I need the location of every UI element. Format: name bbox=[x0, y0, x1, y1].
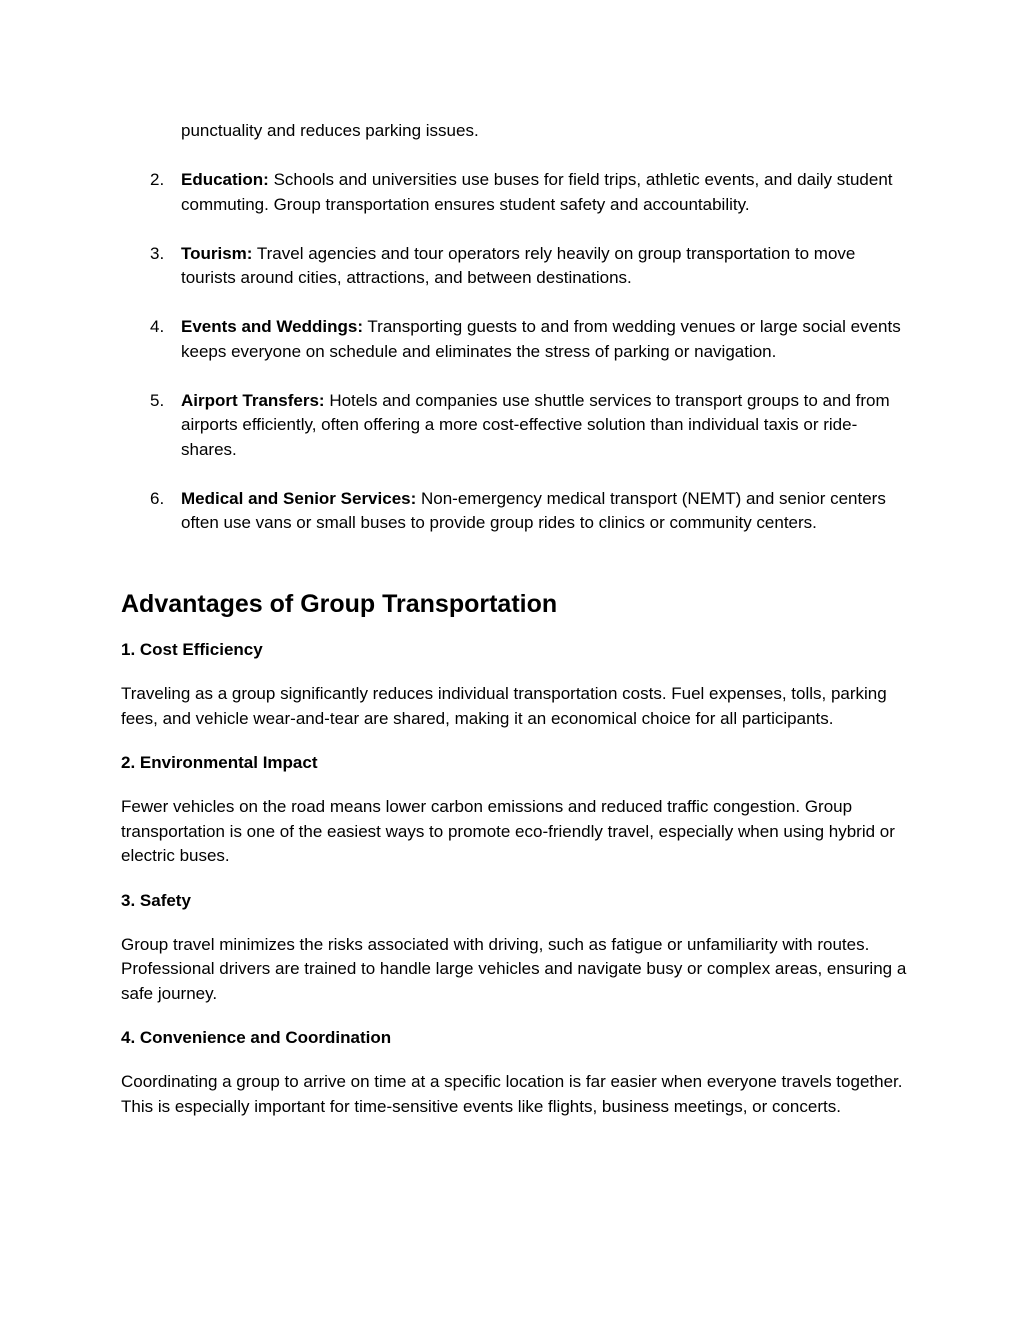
use-case-list bbox=[150, 168, 911, 560]
list-item-text: Schools and universities use buses for field trips, athletic events, and daily student commuting. Group transportation ensures student safety and accountability. bbox=[181, 170, 893, 214]
list-item-term: Events and Weddings: bbox=[181, 317, 363, 336]
list-item-number: 4. bbox=[150, 317, 165, 336]
subsection-heading: 4. Convenience and Coordination bbox=[121, 1028, 392, 1047]
subsection-heading: 3. Safety bbox=[121, 890, 191, 910]
list-item-text: Travel agencies and tour operators rely heavily on group transportation to move tourists around cities, attractions, and between destinations. bbox=[181, 243, 856, 287]
list-item-term: Education: bbox=[181, 170, 269, 189]
list-item bbox=[150, 242, 911, 291]
list-item-number: 6. bbox=[150, 488, 165, 508]
paragraph: Coordinating a group to arrive on time at a specific location is far easier when everyone travels together. This is especially important for time-sensitive events like flights, business meetings, or concerts. bbox=[121, 1072, 903, 1116]
list-item bbox=[150, 487, 911, 536]
list-item bbox=[150, 168, 911, 217]
subsection-heading: 1. Cost Efficiency bbox=[121, 640, 263, 659]
list-item-term: Tourism: bbox=[181, 243, 253, 263]
list-item bbox=[150, 389, 911, 463]
list-item bbox=[150, 315, 911, 364]
list-item-term: Medical and Senior Services: bbox=[181, 488, 417, 508]
subsection-heading: 2. Environmental Impact bbox=[121, 753, 318, 772]
list-item-text: Transporting guests to and from wedding venues or large social events keeps everyone on schedule and eliminates the stress of parking or navigation. bbox=[181, 317, 901, 361]
list-item-number: 2. bbox=[150, 170, 165, 189]
list-item-text: Hotels and companies use shuttle services to transport groups to and from airports efficiently, often offering a more cost-effective solution than individual taxis or ride-shares. bbox=[181, 390, 890, 459]
list-item-number: 3. bbox=[150, 243, 165, 263]
paragraph: Traveling as a group significantly reduces individual transportation costs. Fuel expenses, tolls, parking fees, and vehicle wear-and-tear are shared, making it an economical choice for all participants. bbox=[121, 684, 887, 728]
paragraph: Fewer vehicles on the road means lower carbon emissions and reduced traffic congestion. Group transportation is one of the easiest ways to promote eco-friendly travel, especially when using hybrid or electric buses. bbox=[121, 797, 895, 865]
advantages-section bbox=[121, 587, 911, 1139]
list-item-number: 5. bbox=[150, 390, 165, 410]
section-heading: Advantages of Group Transportation bbox=[121, 590, 558, 618]
list-item-text: Non-emergency medical transport (NEMT) and senior centers often use vans or small buses to provide group rides to clinics or community centers. bbox=[181, 488, 886, 532]
continuation-text: punctuality and reduces parking issues. bbox=[181, 121, 479, 140]
list-item-term: Airport Transfers: bbox=[181, 390, 325, 410]
paragraph: Group travel minimizes the risks associated with driving, such as fatigue or unfamiliarity with routes. Professional drivers are trained to handle large vehicles and navigate busy or complex areas, ensuring a safe journey. bbox=[121, 934, 907, 1003]
